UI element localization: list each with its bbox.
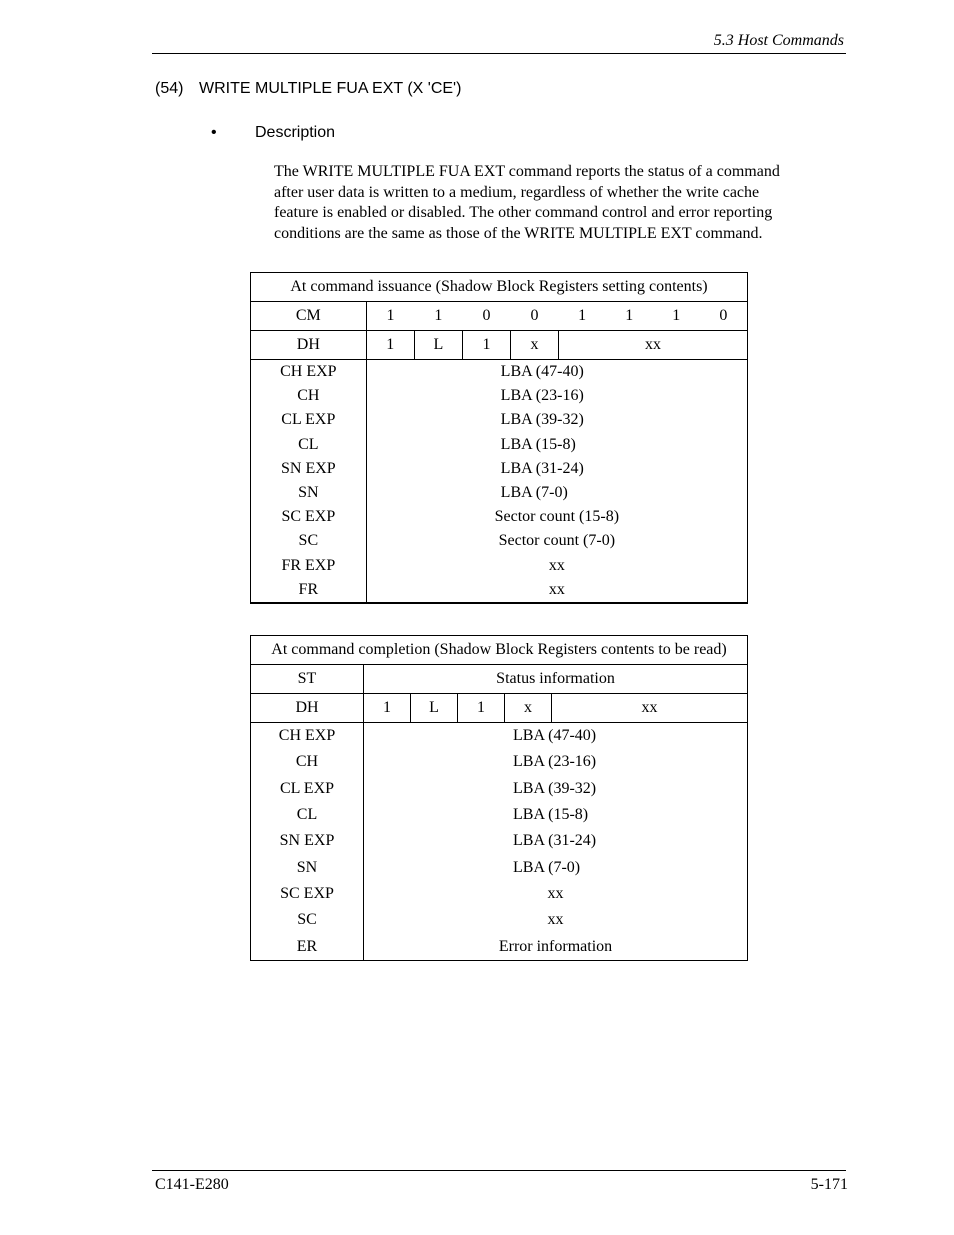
register-label: ST (251, 665, 364, 694)
register-value: LBA (23-16) (366, 384, 747, 408)
register-value: LBA (47-40) (366, 360, 747, 385)
bit-cell: x (511, 331, 559, 360)
bit-cell: 1 (366, 331, 414, 360)
issuance-register-table (250, 272, 748, 604)
register-value: LBA (39-32) (366, 408, 747, 432)
page-number: 5-171 (810, 1176, 848, 1193)
bit-cell: 1 (364, 694, 411, 723)
section-number: (54) (155, 80, 184, 97)
table-caption: At command completion (Shadow Block Registers contents to be read) (251, 636, 748, 665)
bullet-icon: • (211, 124, 217, 141)
section-heading (155, 80, 461, 98)
register-value: LBA (31-24) (364, 828, 748, 854)
bullet-label: Description (255, 124, 336, 141)
bit-cell: 1 (462, 331, 510, 360)
register-value: LBA (47-40) (364, 723, 748, 750)
register-label: CH EXP (251, 723, 364, 750)
register-label: CL (251, 802, 364, 828)
register-label: SN EXP (251, 457, 367, 481)
register-value: Status information (364, 665, 748, 694)
register-value: xx (366, 578, 747, 603)
register-label: DH (251, 331, 367, 360)
register-label: SC EXP (251, 505, 367, 529)
running-header: 5.3 Host Commands (713, 32, 844, 49)
register-label: CH (251, 749, 364, 775)
bit-cell: 0 (462, 302, 510, 331)
paragraph-line: feature is enabled or disabled. The other command control and error reporting (274, 204, 773, 221)
bit-cell: 1 (606, 302, 653, 331)
document-number: C141-E280 (155, 1176, 229, 1193)
register-value: LBA (7-0) (364, 854, 748, 880)
register-value: LBA (7-0) (366, 481, 747, 505)
register-value: LBA (15-8) (366, 433, 747, 457)
paragraph-line: conditions are the same as those of the WRITE MULTIPLE EXT command. (274, 224, 763, 242)
register-label: CL EXP (251, 408, 367, 432)
paragraph-line: The WRITE MULTIPLE FUA EXT command reports the status of a command (274, 163, 780, 180)
bit-cell: 0 (700, 302, 748, 331)
bit-cell: xx (559, 331, 748, 360)
register-value: xx (364, 907, 748, 933)
register-label: FR (251, 578, 367, 603)
register-label: SC EXP (251, 881, 364, 907)
bit-cell: L (411, 694, 458, 723)
bit-cell: 0 (511, 302, 559, 331)
section-title: WRITE MULTIPLE FUA EXT (X 'CE') (199, 80, 462, 97)
register-label: SN EXP (251, 828, 364, 854)
register-label: DH (251, 694, 364, 723)
register-label: SN (251, 854, 364, 880)
bit-cell: 1 (366, 302, 414, 331)
register-value: Sector count (15-8) (366, 505, 747, 529)
register-value: LBA (15-8) (364, 802, 748, 828)
register-label: CM (251, 302, 367, 331)
description-paragraph (274, 162, 834, 244)
register-label: CH (251, 384, 367, 408)
footer-rule (152, 1170, 846, 1171)
bullet-item (211, 124, 335, 142)
register-label: SC (251, 907, 364, 933)
bit-cell: 1 (458, 694, 505, 723)
register-value: xx (364, 881, 748, 907)
register-label: ER (251, 933, 364, 960)
completion-register-table (250, 635, 748, 961)
register-value: xx (366, 554, 747, 578)
bit-cell: x (505, 694, 552, 723)
register-label: CH EXP (251, 360, 367, 385)
table-caption: At command issuance (Shadow Block Registers setting contents) (251, 273, 748, 302)
bit-cell: L (414, 331, 462, 360)
register-value: LBA (23-16) (364, 749, 748, 775)
register-value: Error information (364, 933, 748, 960)
bit-cell: 1 (653, 302, 700, 331)
register-value: LBA (39-32) (364, 776, 748, 802)
register-label: SC (251, 529, 367, 553)
register-label: FR EXP (251, 554, 367, 578)
register-value: LBA (31-24) (366, 457, 747, 481)
header-rule (152, 53, 846, 54)
register-label: SN (251, 481, 367, 505)
bit-cell: xx (552, 694, 748, 723)
paragraph-line: after user data is written to a medium, regardless of whether the write cache (274, 183, 760, 201)
bit-cell: 1 (414, 302, 462, 331)
register-label: CL (251, 433, 367, 457)
register-value: Sector count (7-0) (366, 529, 747, 553)
bit-cell: 1 (559, 302, 606, 331)
register-label: CL EXP (251, 776, 364, 802)
